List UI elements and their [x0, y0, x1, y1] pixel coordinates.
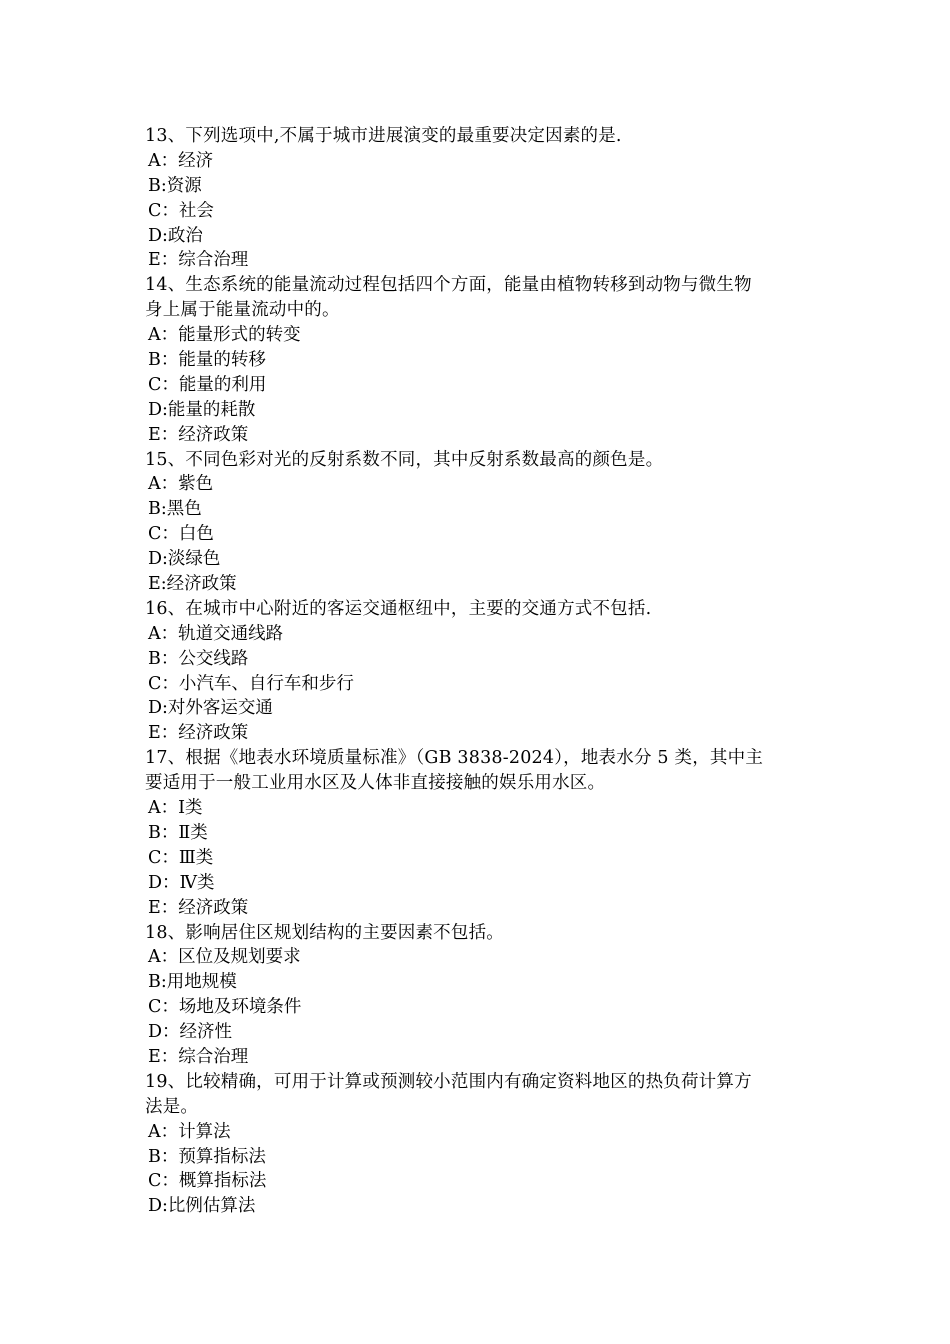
option-a: A：区位及规划要求: [148, 947, 301, 968]
question-18: [145, 921, 810, 1070]
option-d: D：经济性: [148, 1022, 233, 1043]
option-a: A：能量形式的转变: [148, 325, 301, 346]
option-e: E：综合治理: [148, 250, 249, 271]
option-a: A：Ⅰ类: [148, 798, 203, 819]
question-text: 13、下列选项中,不属于城市进展演变的最重要决定因素的是.: [145, 126, 622, 146]
option-c: C：Ⅲ类: [148, 847, 214, 868]
option-e: E:经济政策: [148, 574, 237, 595]
question-14: [145, 273, 810, 447]
question-list: [145, 124, 810, 1219]
question-17: [145, 746, 810, 920]
question-15: [145, 448, 810, 597]
option-d: D:淡绿色: [148, 549, 221, 570]
option-c: C：白色: [148, 524, 214, 545]
option-d: D:能量的耗散: [148, 399, 256, 420]
option-d: D：Ⅳ类: [148, 872, 215, 893]
question-text: 15、不同色彩对光的反射系数不同，其中反射系数最高的颜色是。: [145, 449, 664, 470]
option-c: C：概算指标法: [148, 1171, 267, 1192]
question-19: [145, 1070, 810, 1219]
question-text-continued: 要适用于一般工业用水区及人体非直接接触的娱乐用水区。: [145, 773, 606, 794]
option-b: B：公交线路: [148, 648, 249, 669]
option-e: E：经济政策: [148, 424, 249, 445]
option-b: B:资源: [148, 175, 202, 196]
question-text-continued: 身上属于能量流动中的。: [145, 300, 340, 321]
question-text-continued: 法是。: [145, 1096, 199, 1117]
option-a: A：经济: [148, 150, 214, 171]
question-text: 17、根据《地表水环境质量标准》（GB 3838-2024），地表水分 5 类，其中主: [145, 748, 764, 769]
option-d: D:比例估算法: [148, 1196, 256, 1217]
option-a: A：紫色: [148, 474, 214, 495]
option-e: E：经济政策: [148, 897, 249, 918]
option-b: B：能量的转移: [148, 350, 266, 371]
question-text: 16、在城市中心附近的客运交通枢纽中，主要的交通方式不包括.: [145, 598, 652, 619]
question-16: [145, 597, 810, 746]
option-c: C：能量的利用: [148, 374, 267, 395]
question-text: 18、影响居住区规划结构的主要因素不包括。: [145, 922, 504, 943]
option-d: D:政治: [148, 225, 203, 246]
option-e: E：综合治理: [148, 1046, 249, 1067]
question-text: 19、比较精确，可用于计算或预测较小范围内有确定资料地区的热负荷计算方: [145, 1071, 752, 1092]
question-13: [145, 124, 810, 273]
option-d: D:对外客运交通: [148, 698, 273, 719]
option-c: C：小汽车、自行车和步行: [148, 673, 354, 694]
option-b: B:黑色: [148, 499, 202, 520]
question-text: 14、生态系统的能量流动过程包括四个方面，能量由植物转移到动物与微生物: [145, 275, 752, 296]
option-c: C：社会: [148, 200, 214, 221]
option-b: B:用地规模: [148, 972, 237, 993]
option-e: E：经济政策: [148, 723, 249, 744]
option-b: B：预算指标法: [148, 1146, 266, 1167]
option-b: B：Ⅱ类: [148, 822, 208, 843]
option-c: C：场地及环境条件: [148, 997, 302, 1018]
option-a: A：计算法: [148, 1121, 231, 1142]
option-a: A：轨道交通线路: [148, 623, 284, 644]
